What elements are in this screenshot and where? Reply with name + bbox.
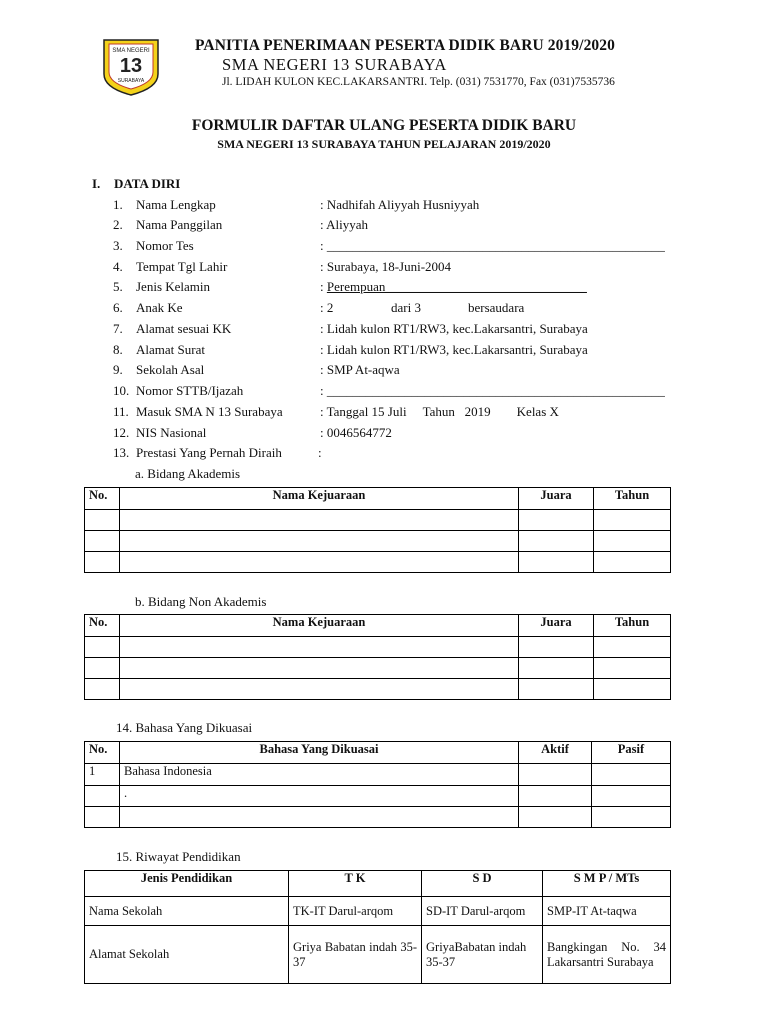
table-row	[85, 531, 671, 552]
akademis-table: No. Nama Kejuaraan Juara Tahun	[84, 487, 671, 573]
field-value: : SMP At-aqwa	[320, 362, 400, 377]
field-value: : Surabaya, 18-Juni-2004	[320, 259, 452, 274]
table-row	[85, 658, 671, 679]
logo-number: 13	[119, 55, 143, 77]
table-row: Nama Sekolah TK-IT Darul-arqom SD-IT Darul-arqom SMP-IT At-taqwa	[85, 897, 671, 926]
field-value: : Aliyyah	[320, 217, 369, 232]
non-akademis-table: No. Nama Kejuaraan Juara Tahun	[84, 614, 671, 700]
field-value: : 0046564772	[320, 425, 392, 440]
field-value: : ____________________________________________________	[320, 238, 665, 253]
field-value: : Lidah kulon RT1/RW3, kec.Lakarsantri, Surabaya	[320, 321, 588, 336]
field-value: :	[318, 445, 322, 460]
table-row	[85, 637, 671, 658]
field-value: : Perempuan_______________________________	[320, 279, 587, 294]
form-subtitle: SMA NEGERI 13 SURABAYA TAHUN PELAJARAN 2019/2020	[217, 137, 551, 151]
header-committee: PANITIA PENERIMAAN PESERTA DIDIK BARU 2019/2020	[195, 37, 615, 54]
school-logo	[100, 38, 162, 96]
field-value: : 2	[320, 300, 334, 315]
riwayat-table: Jenis Pendidikan T K S D S M P / MTs Nama Sekolah TK-IT Darul-arqom SD-IT Darul-arqom SMP-IT At-taqwa Alamat Sekolah Griya Babatan indah 35-37 GriyaBabatan indah 35-37 Bangkingan No. 34 Lakarsantri Surabaya	[84, 870, 671, 984]
table-row	[85, 510, 671, 531]
logo-top-text: SMA NEGERI	[112, 48, 150, 54]
table-row	[85, 552, 671, 573]
non-akademis-label: b. Bidang Non Akademis	[135, 594, 267, 609]
form-title: FORMULIR DAFTAR ULANG PESERTA DIDIK BARU	[191, 117, 577, 134]
table-row: Alamat Sekolah Griya Babatan indah 35-37 GriyaBabatan indah 35-37 Bangkingan No. 34 Lakarsantri Surabaya	[85, 926, 671, 984]
section-label: DATA DIRI	[114, 176, 181, 191]
header-address: Jl. LIDAH KULON KEC.LAKARSANTRI. Telp. (031) 7531770, Fax (031)7535736	[222, 76, 615, 88]
akademis-label: a. Bidang Akademis	[135, 466, 241, 481]
section-heading	[92, 176, 180, 192]
bahasa-label: 14. Bahasa Yang Dikuasai	[116, 720, 253, 735]
field-value: : ____________________________________________________	[320, 383, 665, 398]
section-number: I.	[92, 176, 101, 191]
logo-bottom-text: SURABAYA	[117, 78, 145, 84]
bahasa-table: No. Bahasa Yang Dikuasai Aktif Pasif 1 Bahasa Indonesia .	[84, 741, 671, 828]
riwayat-label: 15. Riwayat Pendidikan	[116, 849, 241, 864]
table-row	[85, 807, 671, 828]
field-value: : Tanggal 15 Juli Tahun 2019 Kelas X	[320, 404, 559, 419]
table-row: 1 Bahasa Indonesia	[85, 764, 671, 786]
field-value: : Lidah kulon RT1/RW3, kec.Lakarsantri, Surabaya	[320, 342, 588, 357]
table-row	[85, 679, 671, 700]
table-row: .	[85, 786, 671, 807]
header-school: SMA NEGERI 13 SURABAYA	[222, 55, 447, 74]
field-value: : Nadhifah Aliyyah Husniyyah	[320, 197, 480, 212]
